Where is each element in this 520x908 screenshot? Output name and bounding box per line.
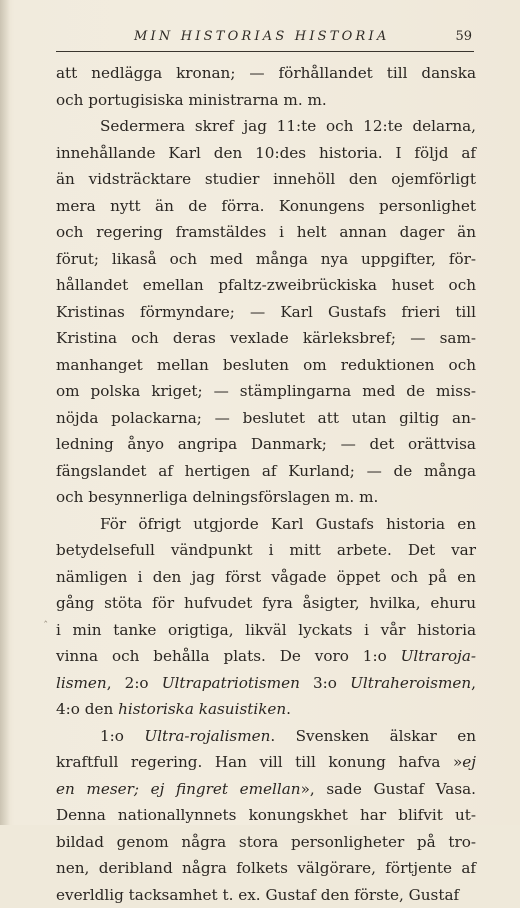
text-run: fängslandet af hertigen af Kurland; — de många	[56, 462, 476, 480]
text-line	[56, 829, 476, 856]
italic-text: lismen	[56, 674, 107, 692]
italic-text: ej	[462, 753, 476, 771]
text-line	[56, 458, 476, 485]
text-line	[56, 511, 476, 538]
text-run: betydelsefull vändpunkt i mitt arbete. Det var	[56, 541, 476, 559]
text-run: innehållande Karl den 10:des historia. I följd af	[56, 144, 476, 162]
text-run: förut; likaså och med många nya uppgifter, för-	[56, 250, 476, 268]
text-line	[56, 564, 476, 591]
text-run: ledning ånyo angripa Danmark; — det orättvisa	[56, 435, 476, 453]
text-run: kraftfull regering. Han vill till konung hafva »	[56, 753, 462, 771]
text-line	[56, 272, 476, 299]
text-line	[56, 723, 476, 750]
italic-text: Ultrapatriotismen	[162, 674, 300, 692]
text-run: nen, deribland några folkets välgörare, förtjente af	[56, 859, 476, 877]
text-run: , 2:o	[107, 674, 162, 692]
text-run: bildad genom några stora personligheter på tro-	[56, 833, 476, 851]
italic-text: en meser; ej fingret emellan	[56, 780, 301, 798]
text-run: 3:o	[300, 674, 350, 692]
text-line	[56, 166, 476, 193]
text-run: För öfrigt utgjorde Karl Gustafs historia en	[100, 515, 476, 533]
text-run: att nedlägga kronan; — förhållandet till danska	[56, 64, 476, 82]
text-run: », sade Gustaf Vasa.	[301, 780, 476, 798]
running-title: MIN HISTORIAS HISTORIA	[134, 29, 389, 44]
text-line	[56, 325, 476, 352]
text-line	[56, 193, 476, 220]
text-run: Denna nationallynnets konungskhet har blifvit ut-	[56, 806, 476, 824]
text-line	[56, 537, 476, 564]
text-run: hållandet emellan pfaltz-zweibrückiska huset och	[56, 276, 476, 294]
text-line	[56, 299, 476, 326]
text-run: Kristina och deras vexlade kärleksbref; — sam-	[56, 329, 476, 347]
text-line	[56, 140, 476, 167]
text-line	[56, 219, 476, 246]
text-line	[56, 87, 476, 114]
text-run: nöjda polackarna; — beslutet att utan giltig an-	[56, 409, 476, 427]
text-run: . Svensken älskar en	[270, 727, 476, 745]
text-line	[56, 670, 476, 697]
text-run: i min tanke origtiga, likväl lyckats i vår historia	[56, 621, 476, 639]
margin-mark: ‸	[44, 612, 47, 623]
text-run: om polska kriget; — stämplingarna med de miss-	[56, 382, 476, 400]
text-line	[56, 617, 476, 644]
text-line	[56, 431, 476, 458]
text-run: ,	[471, 674, 476, 692]
page-edge-shadow	[0, 0, 10, 825]
text-run: manhanget mellan besluten om reduktionen och	[56, 356, 476, 374]
italic-text: Ultraheroismen	[350, 674, 471, 692]
text-run: mera nytt än de förra. Konungens personlighet	[56, 197, 476, 215]
text-line	[56, 484, 476, 511]
text-line	[56, 405, 476, 432]
text-run: 1:o	[100, 727, 144, 745]
text-line	[56, 113, 476, 140]
text-run: och besynnerliga delningsförslagen m. m.	[56, 488, 378, 506]
header-rule	[56, 51, 474, 52]
page-number: 59	[455, 29, 472, 44]
text-run: gång stöta för hufvudet fyra åsigter, hvilka, ehuru	[56, 594, 476, 612]
text-run: och portugisiska ministrarna m. m.	[56, 91, 327, 109]
text-run: 4:o den	[56, 700, 118, 718]
text-run: vinna och behålla plats. De voro 1:o	[56, 647, 401, 665]
text-line	[56, 590, 476, 617]
text-run: everldlig tacksamhet t. ex. Gustaf den förste, Gustaf	[56, 886, 459, 904]
text-run: nämligen i den jag först vågade öppet och på en	[56, 568, 476, 586]
italic-text: Ultraroja-	[401, 647, 476, 665]
text-run: Kristinas förmyndare; — Karl Gustafs frieri till	[56, 303, 476, 321]
text-run: .	[286, 700, 291, 718]
text-line	[56, 776, 476, 803]
text-line	[56, 352, 476, 379]
text-line	[56, 882, 476, 908]
text-line	[56, 855, 476, 882]
italic-text: Ultra-rojalismen	[144, 727, 270, 745]
italic-text: historiska kasuistiken	[118, 700, 286, 718]
text-line	[56, 749, 476, 776]
text-line	[56, 60, 476, 87]
body-text	[56, 60, 476, 908]
text-run: Sedermera skref jag 11:te och 12:te delarna,	[100, 117, 476, 135]
page-header	[56, 26, 472, 50]
text-run: och regering framstäldes i helt annan dager än	[56, 223, 476, 241]
text-line	[56, 696, 476, 723]
text-line	[56, 246, 476, 273]
text-run: än vidsträcktare studier innehöll den ojemförligt	[56, 170, 476, 188]
text-line	[56, 643, 476, 670]
text-line	[56, 378, 476, 405]
